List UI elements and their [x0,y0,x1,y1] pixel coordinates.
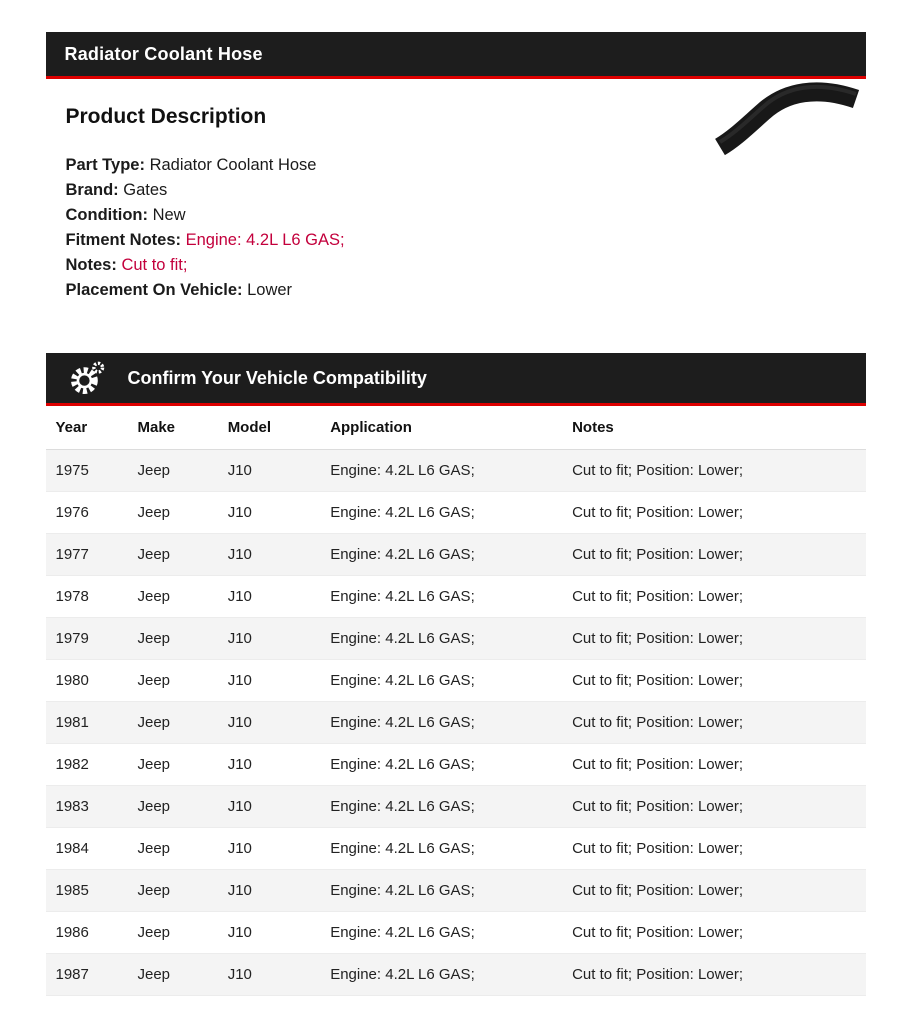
table-cell: J10 [227,756,252,773]
table-cell: Jeep [137,924,171,941]
table-cell: J10 [227,714,252,731]
table-row [46,870,866,912]
table-cell: 1978 [55,588,89,605]
table-cell: 1986 [55,924,89,941]
field-value: Engine: 4.2L L6 GAS; [185,231,345,249]
field-value: Gates [123,181,168,199]
field-value: New [152,206,186,224]
field-label: Part Type: [65,156,145,174]
product-title: Radiator Coolant Hose [64,43,263,64]
column-header: Model [218,406,321,450]
description-fields [66,153,666,303]
table-cell: Jeep [137,756,171,773]
table-cell: Engine: 4.2L L6 GAS; [330,798,475,815]
table-cell: Jeep [137,966,171,983]
table-cell: Jeep [137,462,171,479]
description-field [66,253,666,278]
compatibility-table [46,406,866,996]
table-cell: Jeep [137,840,171,857]
table-cell: J10 [227,462,252,479]
table-cell: J10 [227,966,252,983]
table-row [46,660,866,702]
field-value: Radiator Coolant Hose [149,156,317,174]
product-title-bar [46,32,866,79]
table-cell: 1976 [55,504,89,521]
table-cell: Engine: 4.2L L6 GAS; [330,882,475,899]
table-row [46,492,866,534]
table-cell: 1981 [55,714,89,731]
table-cell: Cut to fit; Position: Lower; [572,504,743,521]
table-cell: J10 [227,882,252,899]
table-cell: Cut to fit; Position: Lower; [572,924,743,941]
compat-body [46,450,866,996]
table-cell: 1983 [55,798,89,815]
table-row [46,576,866,618]
description-field [66,178,666,203]
product-image-hose [686,82,864,168]
description-field [66,278,666,303]
table-cell: Jeep [137,798,171,815]
table-cell: Engine: 4.2L L6 GAS; [330,588,475,605]
table-row [46,618,866,660]
table-cell: Cut to fit; Position: Lower; [572,672,743,689]
table-cell: Cut to fit; Position: Lower; [572,546,743,563]
table-cell: Engine: 4.2L L6 GAS; [330,966,475,983]
table-cell: Engine: 4.2L L6 GAS; [330,546,475,563]
table-cell: Jeep [137,672,171,689]
field-label: Notes: [65,256,117,274]
gears-icon [68,359,106,397]
table-cell: Jeep [137,504,171,521]
table-cell: J10 [227,504,252,521]
table-cell: 1985 [55,882,89,899]
table-cell: Engine: 4.2L L6 GAS; [330,462,475,479]
compatibility-header-bar [46,353,866,406]
table-cell: Jeep [137,546,171,563]
table-cell: Jeep [137,882,171,899]
description-heading: Product Description [65,105,267,128]
description-field [66,153,666,178]
field-label: Placement On Vehicle: [65,281,243,299]
table-cell: Engine: 4.2L L6 GAS; [330,924,475,941]
table-cell: J10 [227,630,252,647]
table-cell: Cut to fit; Position: Lower; [572,630,743,647]
table-cell: 1977 [55,546,89,563]
compatibility-heading: Confirm Your Vehicle Compatibility [127,367,427,388]
table-row [46,828,866,870]
table-cell: Cut to fit; Position: Lower; [572,588,743,605]
table-cell: Engine: 4.2L L6 GAS; [330,504,475,521]
column-header: Year [46,406,128,450]
bottom-spacer [46,996,866,1026]
description-field [66,228,666,253]
table-row [46,912,866,954]
field-label: Condition: [65,206,148,224]
table-cell: 1979 [55,630,89,647]
table-row [46,744,866,786]
table-row [46,786,866,828]
table-cell: J10 [227,840,252,857]
field-value: Cut to fit; [121,256,188,274]
field-label: Brand: [65,181,119,199]
description-field [66,203,666,228]
table-cell: Cut to fit; Position: Lower; [572,462,743,479]
table-cell: Cut to fit; Position: Lower; [572,798,743,815]
table-cell: Jeep [137,714,171,731]
table-row [46,450,866,492]
table-cell: Cut to fit; Position: Lower; [572,714,743,731]
table-cell: Engine: 4.2L L6 GAS; [330,672,475,689]
table-cell: J10 [227,588,252,605]
listing-container [46,32,866,1026]
column-header: Application [320,406,562,450]
product-description-section [46,105,866,303]
column-header: Notes [562,406,865,450]
table-cell: 1987 [55,966,89,983]
column-header: Make [128,406,218,450]
table-cell: Cut to fit; Position: Lower; [572,966,743,983]
table-cell: Cut to fit; Position: Lower; [572,882,743,899]
table-cell: J10 [227,798,252,815]
table-row [46,702,866,744]
compat-header-row [46,406,866,450]
table-cell: J10 [227,924,252,941]
table-cell: Engine: 4.2L L6 GAS; [330,756,475,773]
table-cell: Engine: 4.2L L6 GAS; [330,840,475,857]
table-cell: J10 [227,672,252,689]
table-cell: 1975 [55,462,89,479]
table-cell: 1984 [55,840,89,857]
table-cell: Cut to fit; Position: Lower; [572,840,743,857]
table-cell: Engine: 4.2L L6 GAS; [330,714,475,731]
field-value: Lower [247,281,293,299]
table-cell: 1980 [55,672,89,689]
table-cell: J10 [227,546,252,563]
table-cell: Jeep [137,630,171,647]
table-cell: Engine: 4.2L L6 GAS; [330,630,475,647]
compatibility-section [46,353,866,996]
table-row [46,534,866,576]
field-label: Fitment Notes: [65,231,181,249]
table-cell: Cut to fit; Position: Lower; [572,756,743,773]
table-cell: Jeep [137,588,171,605]
table-cell: 1982 [55,756,89,773]
